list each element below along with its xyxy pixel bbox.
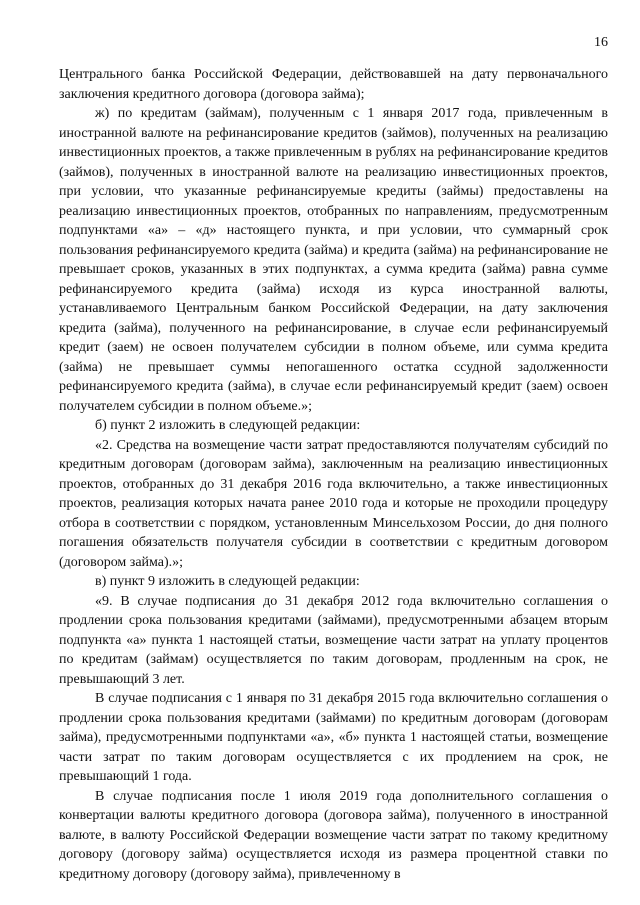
paragraph-clause-2: «2. Средства на возмещение части затрат предоставляются получателям субсидий по кредитным договорам (договорам займа), заключенным на реализацию инвестиционных проектов, отобранных до 31 декабря 2016 года включительно, а также инвестиционных проектов, реализация которых начата ранее 2010 года и которые не проходили процедуру отбора в соответствии с порядком, установленным Минсельхозом России, до дня полного погашения обязательств получателя субсидии в соответствии с кредитным договором (договором займа).»; [59, 437, 608, 570]
paragraph-subitem-zh: ж) по кредитам (займам), полученным с 1 января 2017 года, привлеченным в иностранной валюте на рефинансирование кредитов (займов), полученных на реализацию инвестиционных проектов, а также привлеченным в рублях на рефинансирование кредитов (займов), полученных в иностранной валюте на реализацию инвестиционных проектов, при условии, что указанные рефинансируемые кредиты (займы) предоставлены на реализацию инвестиционных проектов, отобранных по направлениям, предусмотренным подпунктами «а» – «д» настоящего пункта, и при условии, что суммарный срок пользования рефинансируемого кредита (займа) и кредита (займа) на рефинансирование не превышает сроков, указанных в этих подпунктах, а сумма кредита (займа) равна сумме рефинансируемого кредита (займа) исходя из курса иностранной валюты, устанавливаемого Центральным банком Российской Федерации, на дату заключения кредита (займа), полученного на рефинансирование, в случае если рефинансируемый кредит (заем) не освоен получателем субсидии в полном объеме, или сумма кредита (займа) не превышает суммы непогашенного остатка ссудной задолженности рефинансируемого кредита (займа), в случае если рефинансируемый кредит (заем) освоен получателем субсидии в полном объеме.»; [59, 106, 608, 414]
paragraph-2019-conversion: В случае подписания после 1 июля 2019 года дополнительного соглашения о конвертации валюты кредитного договора (договора займа), полученного в иностранной валюте, в валюту Российской Федерации возмещение части затрат по такому кредитному договору (договору займа) осуществляется исходя из размера процентной ставки по кредитному договору (договору займа), привлеченному в [59, 788, 608, 882]
document-body [59, 65, 608, 884]
paragraph-continuation: Центрального банка Российской Федерации, действовавшей на дату первоначального заключения кредитного договора (договора займа); [59, 67, 608, 102]
paragraph-2015-agreement: В случае подписания с 1 января по 31 декабря 2015 года включительно соглашения о продлении срока пользования кредитами (займами) по кредитным договорам (договорам займа), предусмотренными подпунктами «а», «б» пункта 1 настоящей статьи, возмещение части затрат по таким договорам осуществляется с их продлением на срок, не превышающий 1 года. [59, 691, 608, 784]
paragraph-clause-9: «9. В случае подписания до 31 декабря 2012 года включительно соглашения о продлении срока пользования кредитами (займами), предусмотренными абзацем вторым подпункта «а» пункта 1 настоящей статьи, возмещение части затрат на уплату процентов по кредитам (займам) осуществляется по таким договорам, продленным на срок, не превышающий 3 лет. [59, 593, 608, 687]
paragraph-subitem-b: б) пункт 2 изложить в следующей редакции: [95, 418, 361, 433]
page-number: 16 [594, 35, 608, 50]
paragraph-subitem-v: в) пункт 9 изложить в следующей редакции: [95, 574, 360, 589]
